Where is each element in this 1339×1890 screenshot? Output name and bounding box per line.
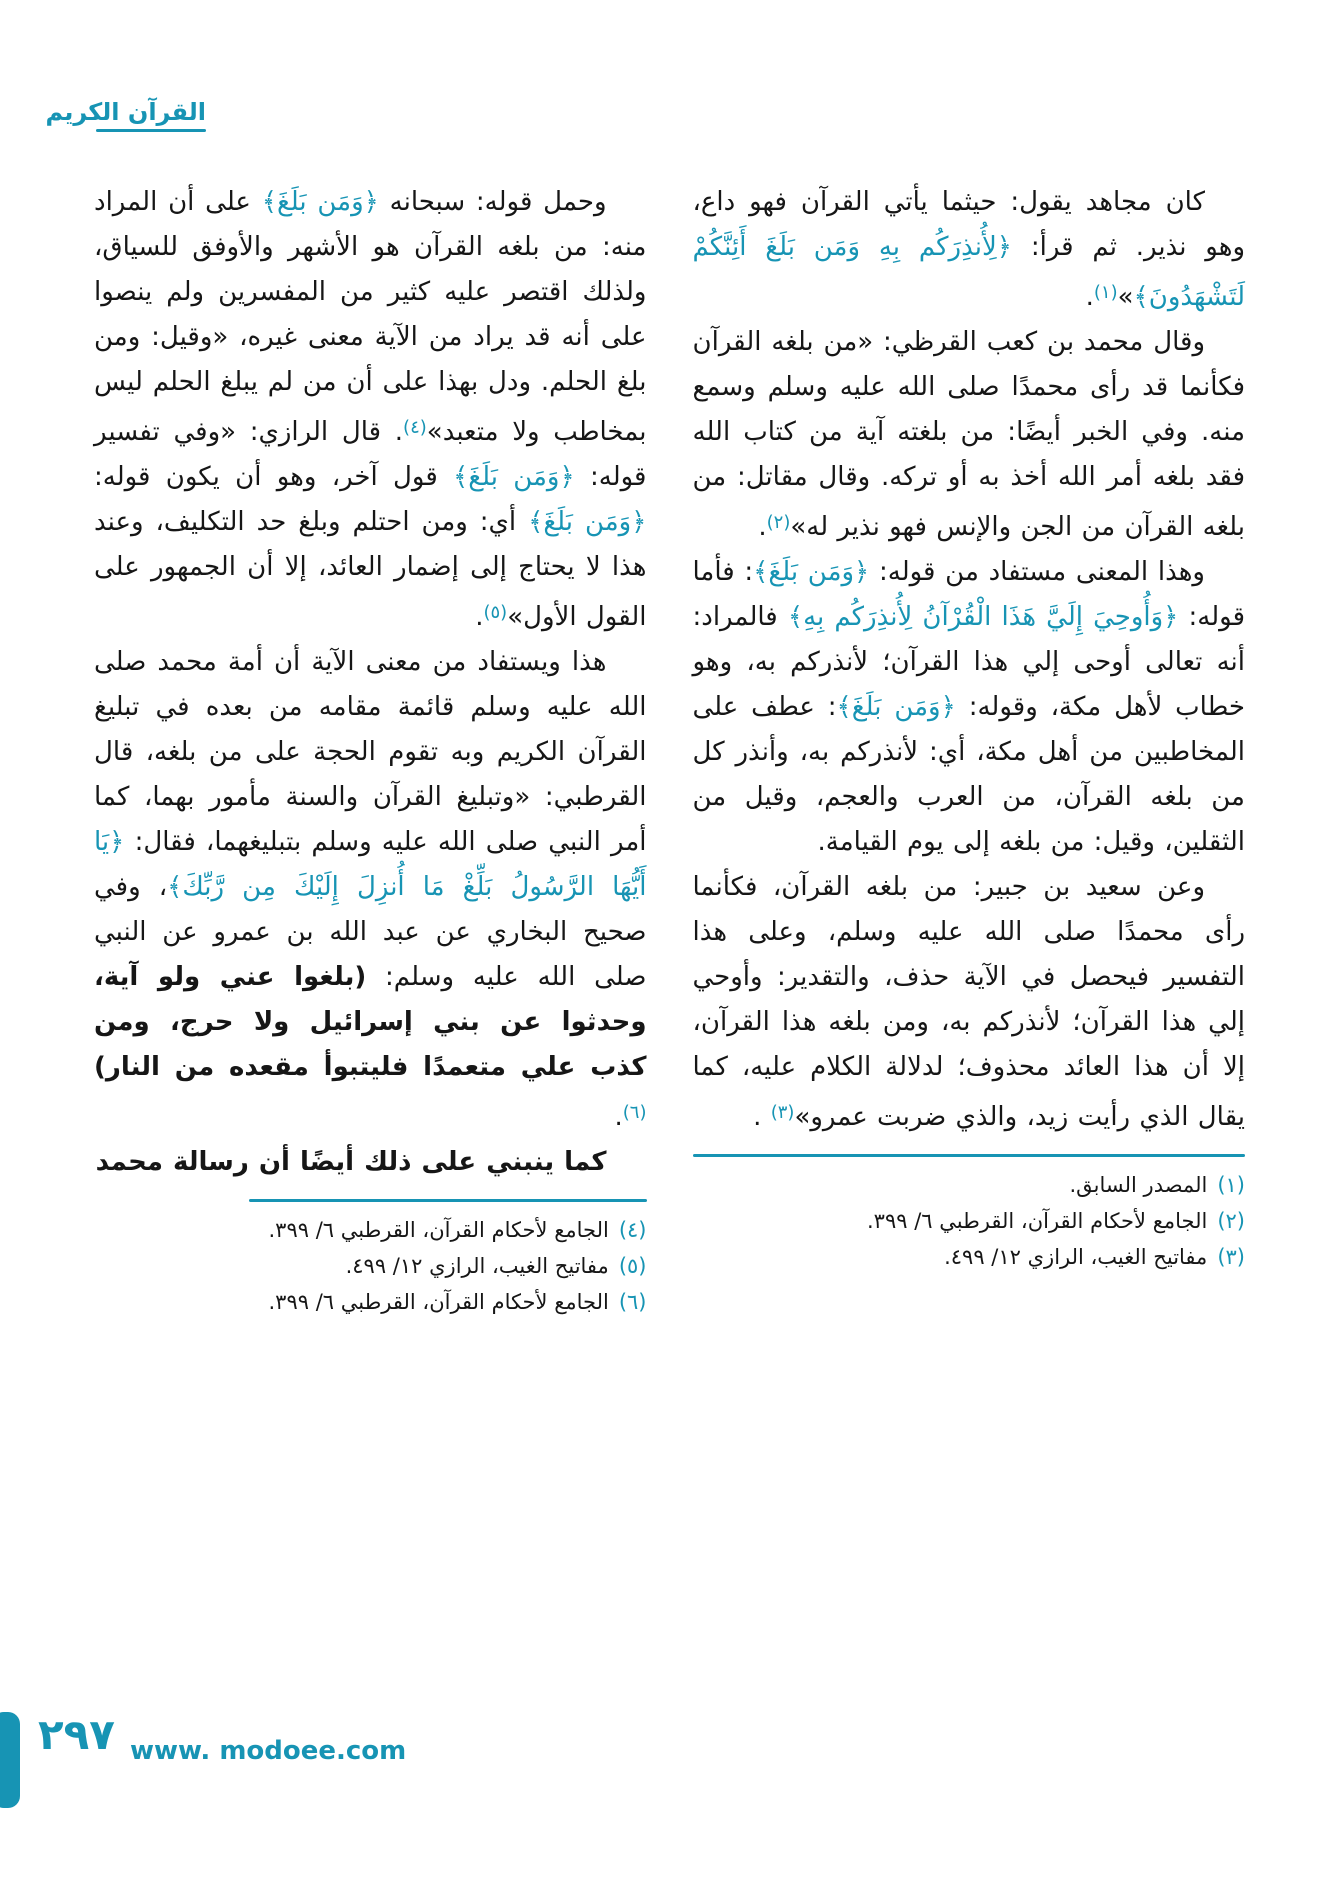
footnote-ref: (٢) [766, 512, 791, 533]
paragraph [94, 180, 647, 640]
text-segment: : عطف على المخاطبين من أهل مكة، أي: لأنذركم به، وأنذر كل من بلغه القرآن، من العرب والعجم، وقيل من الثقلين، وقيل: من بلغه إلى يوم القيامة. [692, 692, 1245, 857]
paragraph [693, 320, 1246, 550]
footnote-ref: (٤) [403, 417, 427, 438]
text-segment: فالمراد: أنه تعالى أوحى إلي هذا القرآن؛ لأنذركم به، وهو خطاب لأهل مكة، وقوله: [692, 602, 1245, 722]
quran-calligraphy-logo: القرآن الكريم [45, 98, 206, 126]
text-segment: وهذا المعنى مستفاد من قوله: [869, 557, 1205, 587]
text-segment: : فأما قوله: [692, 557, 1245, 632]
text-segment: . [614, 1102, 623, 1132]
footnote-ref: (١) [1093, 282, 1118, 303]
left-column [94, 180, 647, 1319]
paragraph [693, 180, 1246, 320]
footnote-text: مفاتيح الغيب، الرازي ١٢/ ٤٩٩. [345, 1254, 609, 1278]
text-segment: . قال الرازي: «وفي تفسير قوله: [94, 417, 647, 492]
text-segment: . [758, 512, 767, 542]
text-segment: ، وفي صحيح البخاري عن عبد الله بن عمرو عن النبي صلى الله عليه وسلم: [94, 872, 647, 992]
text-segment: على أن المراد منه: من بلغه القرآن هو الأشهر والأوفق للسياق، ولذلك اقتصر عليه كثير من المفسرين ولم ينصوا على أنه قد يراد من الآية معنى غيره، «وقيل: ومن بلغ الحلم. ودل بهذا على أن من لم يبلغ الحلم ليس بمخاطب ولا متعبد» [94, 187, 647, 447]
quran-quote: ﴿يَا أَيُّهَا الرَّسُولُ بَلِّغْ مَا أُنزِلَ إِلَيْكَ مِن رَّبِّكَ﴾ [94, 827, 647, 902]
text-segment: . [1085, 282, 1094, 312]
quran-quote: ﴿وَأُوحِيَ إِلَيَّ هَذَا الْقُرْآنُ لِأُنذِرَكُم بِهِ﴾ [787, 602, 1179, 632]
text-segment: وحمل قوله: سبحانه [378, 187, 607, 217]
emphasized-text: كما ينبني على ذلك أيضًا أن رسالة محمد [95, 1147, 607, 1177]
left-footnotes [94, 1214, 647, 1319]
text-segment: . [475, 602, 484, 632]
footnote-number: (٤) [618, 1218, 647, 1242]
page-number: ٢٩٧ [38, 1710, 115, 1759]
footnote-number: (١) [1217, 1173, 1245, 1197]
footnote-ref: (٣) [770, 1102, 795, 1123]
page-edge-tab [0, 1712, 20, 1808]
publisher-website: www. modoee.com [130, 1736, 407, 1766]
footnote-separator [693, 1154, 1246, 1157]
footnote-text: مفاتيح الغيب، الرازي ١٢/ ٤٩٩. [944, 1245, 1208, 1269]
text-segment: هذا ويستفاد من معنى الآية أن أمة محمد صلى الله عليه وسلم قائمة مقامه من بعده في تبليغ القرآن الكريم وبه تقوم الحجة على من بلغه، قال القرطبي: «وتبليغ القرآن والسنة مأمور بهما، كما أمر النبي صلى الله عليه وسلم بتبليغهما، فقال: [94, 647, 647, 857]
text-columns [94, 180, 1245, 1319]
quran-quote: ﴿وَمَن بَلَغَ﴾ [528, 507, 647, 537]
right-column-text [693, 180, 1246, 1140]
right-footnotes [693, 1169, 1246, 1274]
footnote [693, 1241, 1246, 1274]
text-segment: » [1117, 282, 1134, 312]
header-logo [45, 98, 206, 132]
left-column-text [94, 180, 647, 1185]
footnote-separator [249, 1199, 647, 1202]
footnote [693, 1205, 1246, 1238]
footnote-ref: (٥) [483, 602, 508, 623]
paragraph [94, 640, 647, 1140]
text-segment: أي: ومن احتلم وبلغ حد التكليف، وعند هذا لا يحتاج إلى إضمار العائد، إلا أن الجمهور على القول الأول» [94, 507, 647, 632]
quran-quote: ﴿وَمَن بَلَغَ﴾ [453, 462, 575, 492]
text-segment: وقال محمد بن كعب القرظي: «من بلغه القرآن فكأنما قد رأى محمدًا صلى الله عليه وسلم وسمع منه. وفي الخبر أيضًا: من بلغته آية من كتاب الله فقد بلغه أمر الله أخذ به أو تركه. وقال مقاتل: من بلغه القرآن من الجن والإنس فهو نذير له» [692, 327, 1245, 542]
quran-quote: ﴿وَمَن بَلَغَ﴾ [753, 557, 870, 587]
logo-flourish [96, 129, 206, 132]
paragraph [693, 550, 1246, 865]
footnote-number: (٣) [1217, 1245, 1245, 1269]
footnote [94, 1214, 647, 1247]
footnote-number: (٥) [618, 1254, 647, 1278]
footnote-text: الجامع لأحكام القرآن، القرطبي ٦/ ٣٩٩. [866, 1209, 1208, 1233]
paragraph [693, 865, 1246, 1140]
quran-quote: ﴿وَمَن بَلَغَ﴾ [261, 187, 379, 217]
text-segment: . [753, 1102, 771, 1132]
paragraph [94, 1140, 647, 1185]
quran-quote: ﴿لِأُنذِرَكُم بِهِ وَمَن بَلَغَ أَئِنَّكُمْ لَتَشْهَدُونَ﴾ [692, 232, 1245, 312]
footnote [693, 1169, 1246, 1202]
footnote [94, 1286, 647, 1319]
footnote-ref: (٦) [622, 1102, 647, 1123]
footnote-text: الجامع لأحكام القرآن، القرطبي ٦/ ٣٩٩. [268, 1218, 609, 1242]
footnote-text: الجامع لأحكام القرآن، القرطبي ٦/ ٣٩٩. [268, 1290, 609, 1314]
footnote-text: المصدر السابق. [1069, 1173, 1208, 1197]
quran-quote: ﴿وَمَن بَلَغَ﴾ [836, 692, 956, 722]
footnote-number: (٢) [1217, 1209, 1245, 1233]
text-segment: قول آخر، وهو أن يكون قوله: [94, 462, 454, 492]
text-segment: كان مجاهد يقول: حيثما يأتي القرآن فهو داع، وهو نذير. ثم قرأ: [692, 187, 1245, 262]
right-column [693, 180, 1246, 1319]
emphasized-text: (بلغوا عني ولو آية، وحدثوا عن بني إسرائيل ولا حرج، ومن كذب علي متعمدًا فليتبوأ مقعده من النار) [94, 962, 647, 1082]
footnote-number: (٦) [618, 1290, 647, 1314]
footnote [94, 1250, 647, 1283]
text-segment: وعن سعيد بن جبير: من بلغه القرآن، فكأنما رأى محمدًا صلى الله عليه وسلم، وعلى هذا التفسير فيحصل في الآية حذف، والتقدير: وأوحي إلي هذا القرآن؛ لأنذركم به، ومن بلغه هذا القرآن، إلا أن هذا العائد محذوف؛ لدلالة الكلام عليه، كما يقال الذي رأيت زيد، والذي ضربت عمرو» [692, 872, 1245, 1132]
